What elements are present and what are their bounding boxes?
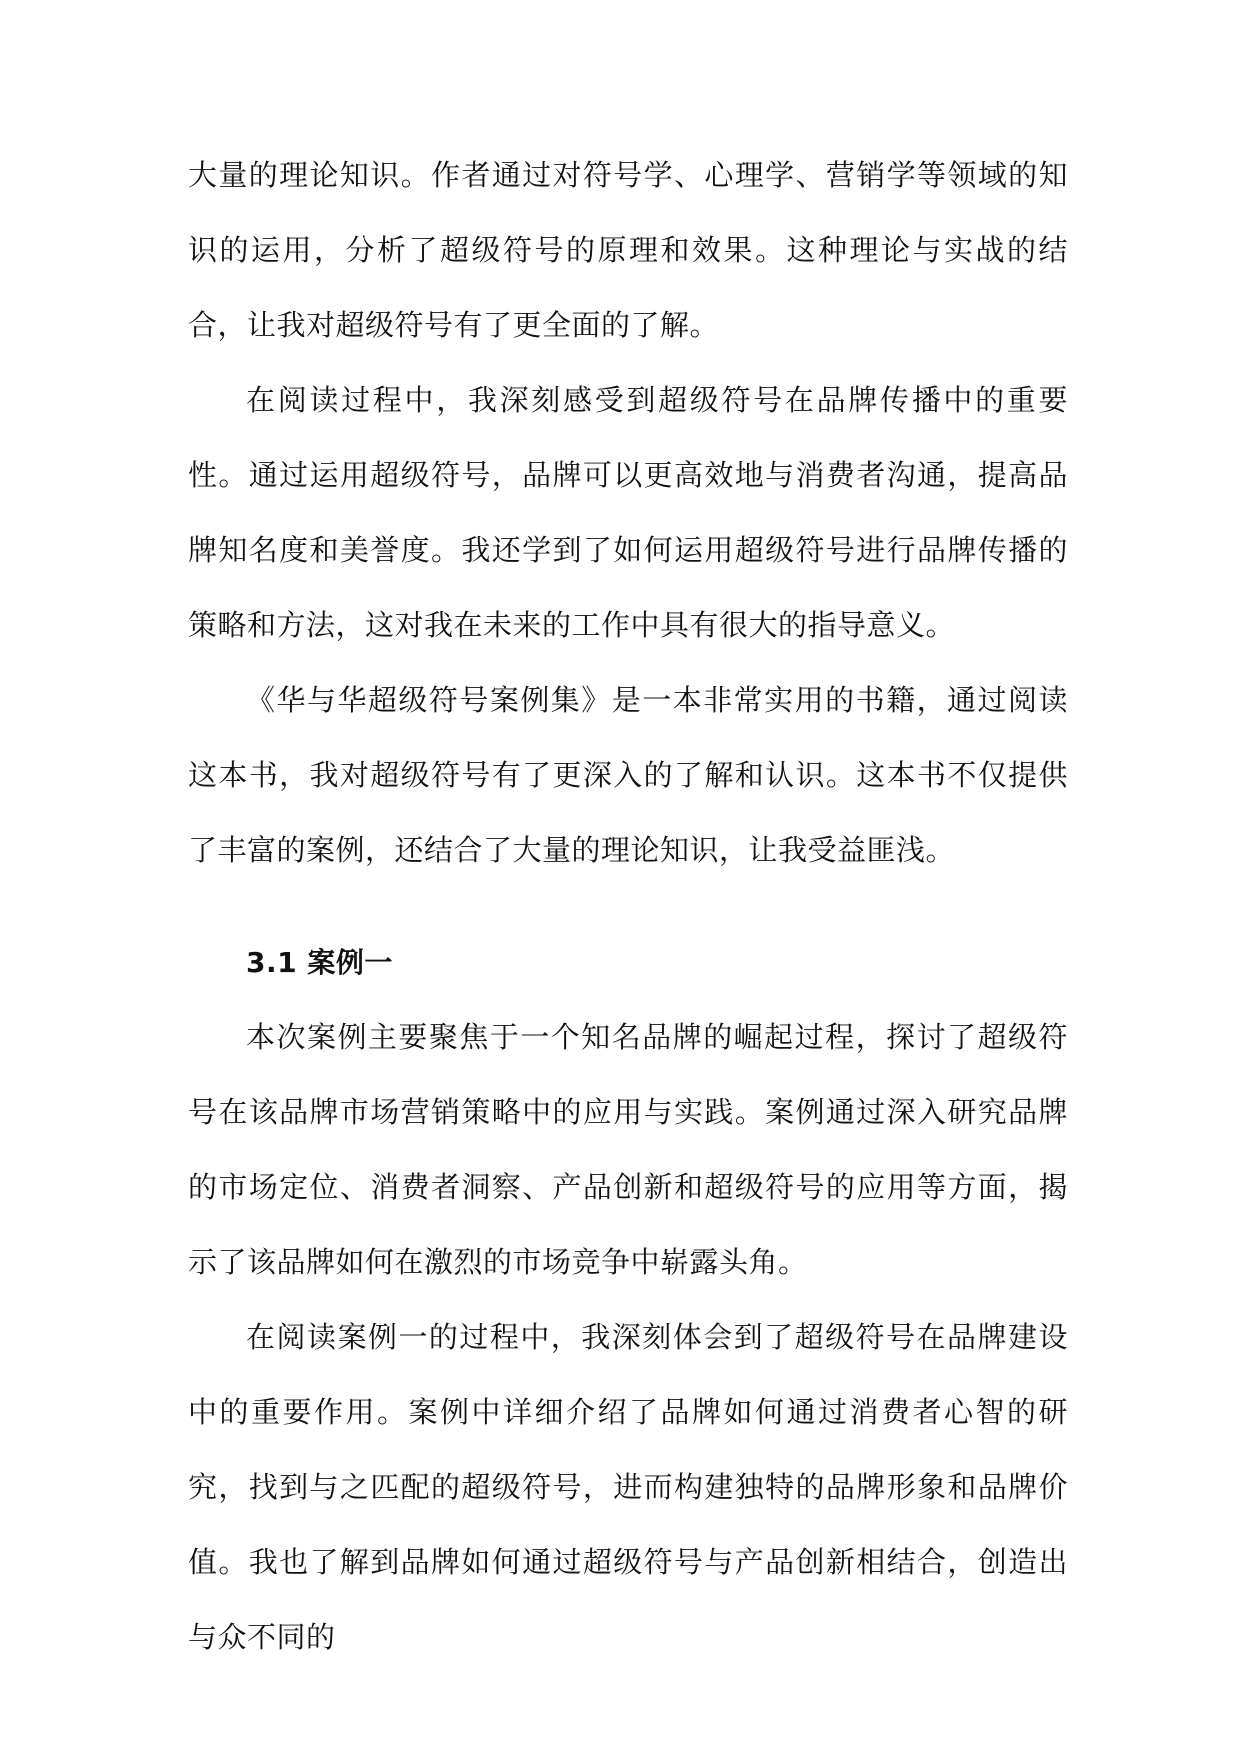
paragraph: 在阅读过程中，我深刻感受到超级符号在品牌传播中的重要性。通过运用超级符号，品牌可以更高效地与消费者沟通，提高品牌知名度和美誉度。我还学到了如何运用超级符号进行品牌传播的策略和方法，这对我在未来的工作中具有很大的指导意义。 — [188, 383, 1068, 642]
paragraph: 在阅读案例一的过程中，我深刻体会到了超级符号在品牌建设中的重要作用。案例中详细介绍了品牌如何通过消费者心智的研究，找到与之匹配的超级符号，进而构建独特的品牌形象和品牌价值。我也了解到品牌如何通过超级符号与产品创新相结合，创造出与众不同的 — [188, 1320, 1068, 1654]
section-heading: 3.1 案例一 — [246, 946, 393, 979]
paragraph: 《华与华超级符号案例集》是一本非常实用的书籍，通过阅读这本书，我对超级符号有了更深入的了解和认识。这本书不仅提供了丰富的案例，还结合了大量的理论知识，让我受益匪浅。 — [188, 683, 1068, 867]
document-body — [188, 138, 1068, 1675]
paragraph: 本次案例主要聚焦于一个知名品牌的崛起过程，探讨了超级符号在该品牌市场营销策略中的应用与实践。案例通过深入研究品牌的市场定位、消费者洞察、产品创新和超级符号的应用等方面，揭示了该品牌如何在激烈的市场竞争中崭露头角。 — [188, 1020, 1068, 1279]
paragraph-continuation: 大量的理论知识。作者通过对符号学、心理学、营销学等领域的知识的运用，分析了超级符号的原理和效果。这种理论与实战的结合，让我对超级符号有了更全面的了解。 — [188, 158, 1068, 342]
